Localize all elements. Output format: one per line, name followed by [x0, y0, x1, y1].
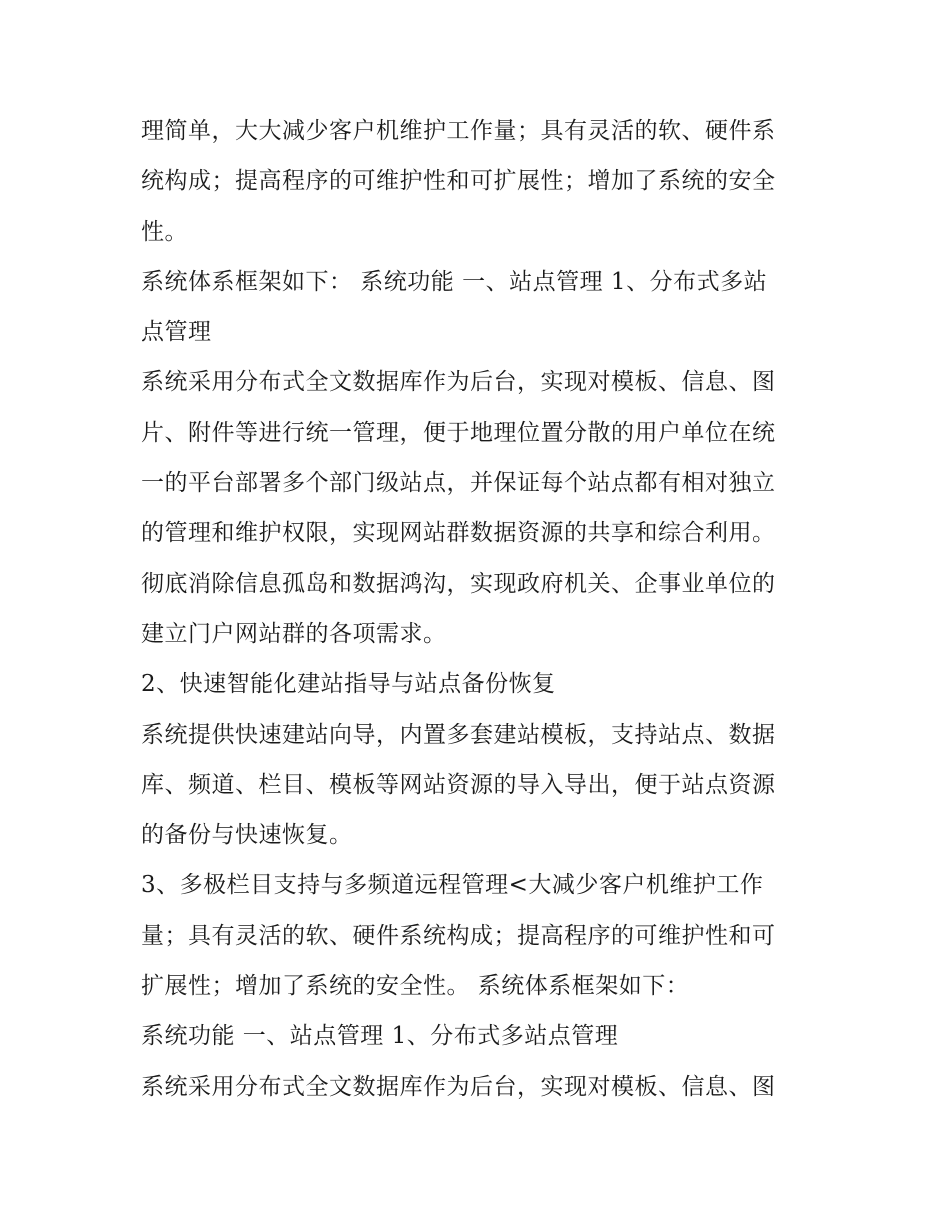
text-line: 建立门户网站群的各项需求。 [141, 620, 447, 647]
text-line: 系统提供快速建站向导，内置多套建站模板，支持站点、数据 [141, 721, 776, 748]
section-heading: 2、快速智能化建站指导与站点备份恢复 [141, 671, 556, 698]
text-line: 系统功能 一、站点管理 1、分布式多站点管理 [141, 1023, 619, 1050]
text-line: 系统体系框架如下： 系统功能 一、站点管理 1、分布式多站 [141, 268, 768, 295]
text-line: 的管理和维护权限，实现网站群数据资源的共享和综合利用。 [141, 520, 776, 547]
text-line: 片、附件等进行统一管理，便于地理位置分散的用户单位在统 [141, 419, 776, 446]
text-line: 统构成；提高程序的可维护性和可扩展性；增加了系统的安全 [141, 168, 776, 195]
text-line: 系统采用分布式全文数据库作为后台，实现对模板、信息、图 [141, 1073, 776, 1100]
text-line: 系统采用分布式全文数据库作为后台，实现对模板、信息、图 [141, 369, 776, 396]
text-line: 理简单，大大减少客户机维护工作量；具有灵活的软、硬件系 [141, 118, 776, 144]
text-line: 彻底消除信息孤岛和数据鸿沟，实现政府机关、企事业单位的 [141, 570, 776, 597]
document-body [141, 106, 813, 1112]
text-line: 性。 [141, 218, 188, 245]
text-line: 的备份与快速恢复。 [141, 822, 353, 849]
text-line: 量；具有灵活的软、硬件系统构成；提高程序的可维护性和可 [141, 922, 776, 949]
text-line: 库、频道、栏目、模板等网站资源的导入导出，便于站点资源 [141, 771, 776, 798]
text-line: 点管理 [141, 319, 212, 346]
text-line: 扩展性；增加了系统的安全性。 系统体系框架如下： [141, 973, 690, 1000]
section-heading: 3、多极栏目支持与多频道远程管理<大减少客户机维护工作 [141, 872, 764, 899]
text-line: 一的平台部署多个部门级站点，并保证每个站点都有相对独立 [141, 470, 776, 497]
